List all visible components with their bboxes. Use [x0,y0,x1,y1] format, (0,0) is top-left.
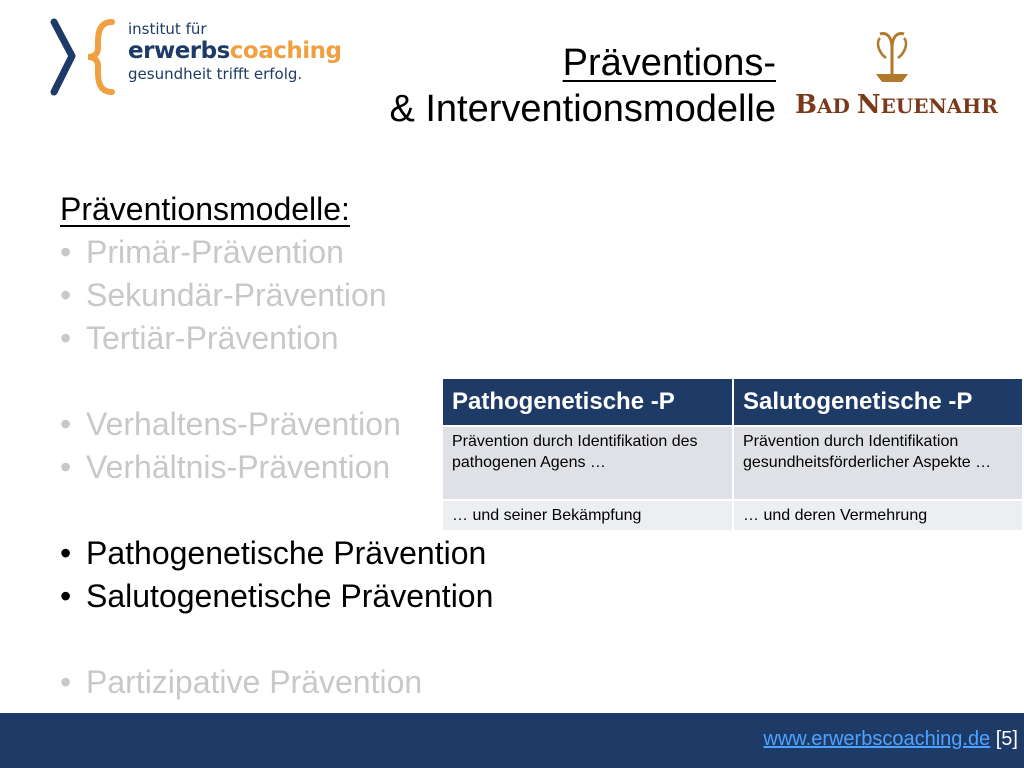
table-cell: … und deren Vermehrung [733,500,1023,530]
footer-bar [0,713,1024,768]
list-item: • Pathogenetische Prävention [60,535,487,571]
table-cell: Prävention durch Identifikation des pathogenen Agens … [443,426,733,500]
logo-wordmark [128,22,341,82]
content-heading: Präventionsmodelle: [60,191,350,227]
institut-logo [46,18,342,98]
table-header-salutogenetic: Salutogenetische -P [733,379,1023,426]
table-row [443,426,1023,500]
table-cell: … und seiner Bekämpfung [443,500,733,530]
fountain-icon [872,28,912,86]
page-number: [5] [995,728,1018,750]
list-item: • Partizipative Prävention [60,664,423,700]
table-row [443,500,1023,530]
title-line-1: Präventions- [562,42,776,84]
footer-text [763,728,1018,751]
logo-line-slogan: gesundheit trifft erfolg. [128,65,303,83]
list-item: • Tertiär-Prävention [60,320,339,356]
bad-neuenahr-wordmark: BAD NEUENAHR [795,90,998,120]
website-link[interactable]: www.erwerbscoaching.de [763,728,991,750]
table-header-pathogenetic: Pathogenetische -P [443,379,733,426]
list-item: • Verhältnis-Prävention [60,449,391,485]
content-list [60,188,493,704]
table-cell: Prävention durch Identifikation gesundheitsförderlicher Aspekte … [733,426,1023,500]
list-item: • Sekundär-Prävention [60,277,387,313]
bad-neuenahr-logo [790,28,1000,128]
title-line-2: & Interventionsmodelle [389,88,776,130]
slide-title [389,40,776,132]
brackets-logo-icon [46,18,126,98]
comparison-table [443,379,1024,530]
list-item: • Salutogenetische Prävention [60,578,494,614]
logo-line-erwerbscoaching: erwerbscoaching [128,38,342,64]
logo-line-institut: institut für [128,20,207,38]
list-item: • Primär-Prävention [60,234,344,270]
list-item: • Verhaltens-Prävention [60,406,401,442]
